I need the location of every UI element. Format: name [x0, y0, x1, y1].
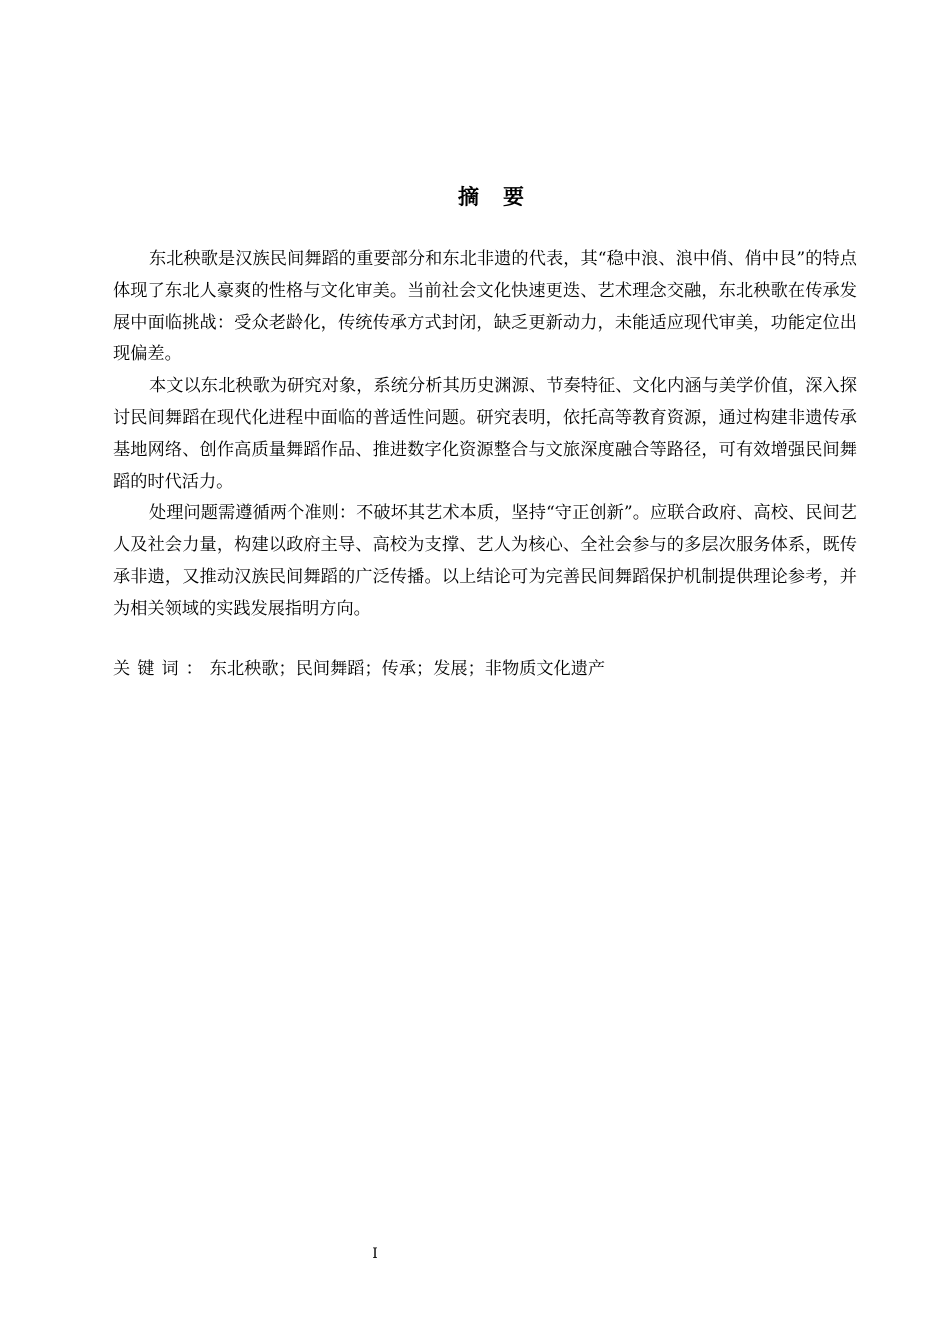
keywords-label: 关键词：	[113, 659, 210, 679]
abstract-paragraph-1: 东北秧歌是汉族民间舞蹈的重要部分和东北非遗的代表，其“稳中浪、浪中俏、俏中艮”的特点体现了东北人豪爽的性格与文化审美。当前社会文化快速更迭、艺术理念交融，东北秧歌在传承发展中面临挑战：受众老龄化，传统传承方式封闭，缺乏更新动力，未能适应现代审美，功能定位出现偏差。	[113, 249, 857, 365]
abstract-paragraph-2: 本文以东北秧歌为研究对象，系统分析其历史渊源、节奏特征、文化内涵与美学价值，深入探讨民间舞蹈在现代化进程中面临的普适性问题。研究表明，依托高等教育资源，通过构建非遗传承基地网络、创作高质量舞蹈作品、推进数字化资源整合与文旅深度融合等路径，可有效增强民间舞蹈的时代活力。	[113, 376, 857, 492]
keywords-list: 东北秧歌；民间舞蹈；传承；发展；非物质文化遗产	[209, 659, 606, 679]
abstract-body	[113, 244, 857, 626]
abstract-title: 摘要	[458, 185, 548, 209]
page-number: I	[372, 1246, 378, 1262]
abstract-paragraph-3: 处理问题需遵循两个准则：不破坏其艺术本质，坚持“守正创新”。应联合政府、高校、民间艺人及社会力量，构建以政府主导、高校为支撑、艺人为核心、全社会参与的多层次服务体系，既传承非遗，又推动汉族民间舞蹈的广泛传播。以上结论可为完善民间舞蹈保护机制提供理论参考，并为相关领域的实践发展指明方向。	[113, 503, 857, 619]
keywords-line	[113, 654, 857, 685]
